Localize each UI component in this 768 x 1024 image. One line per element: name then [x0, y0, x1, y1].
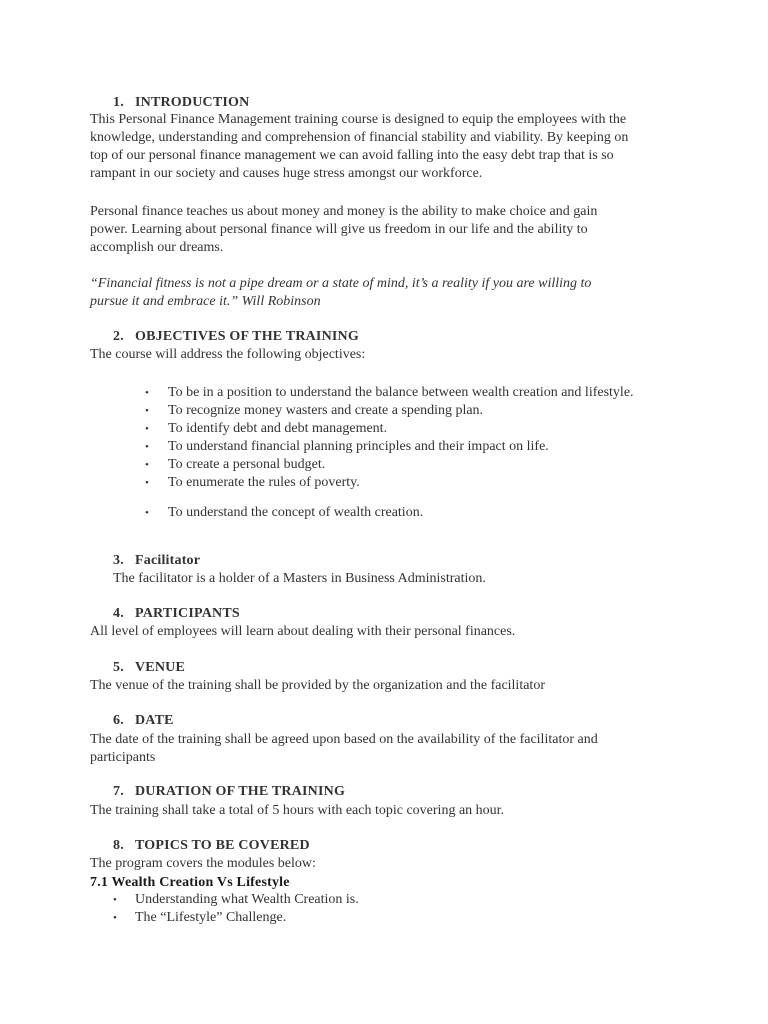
section-number: 1. — [113, 95, 124, 110]
section-title: OBJECTIVES OF THE TRAINING — [135, 329, 359, 344]
intro-paragraph-line: power. Learning about personal finance will give us freedom in our life and the ability to — [90, 222, 588, 237]
bullet-icon: • — [145, 477, 149, 489]
section-heading-date — [113, 712, 174, 730]
section-title: Facilitator — [135, 553, 201, 568]
quote-line: “Financial fitness is not a pipe dream or a state of mind, it’s a reality if you are willing to — [90, 276, 592, 291]
section-heading-objectives — [113, 328, 359, 346]
section-number: 2. — [113, 329, 124, 344]
objective-item: To recognize money wasters and create a spending plan. — [168, 403, 484, 418]
intro-paragraph-line: Personal finance teaches us about money and money is the ability to make choice and gain — [90, 204, 598, 219]
topic-item: Understanding what Wealth Creation is. — [135, 892, 359, 907]
objective-item: To understand financial planning principles and their impact on life. — [168, 439, 549, 454]
section-heading-duration — [113, 783, 345, 801]
section-heading-topics — [113, 837, 310, 855]
section-heading-introduction — [113, 94, 249, 112]
venue-text: The venue of the training shall be provided by the organization and the facilitator — [90, 678, 545, 693]
bullet-icon: • — [113, 912, 117, 924]
intro-paragraph-line: rampant in our society and causes huge stress amongst our workforce. — [90, 166, 483, 181]
topics-lead: The program covers the modules below: — [90, 856, 316, 871]
intro-paragraph-line: top of our personal finance management we can avoid falling into the easy debt trap that is so — [90, 148, 614, 163]
facilitator-text: The facilitator is a holder of a Masters in Business Administration. — [113, 571, 486, 586]
date-text-line: The date of the training shall be agreed upon based on the availability of the facilitator and — [90, 732, 598, 747]
objective-item: To create a personal budget. — [168, 457, 326, 472]
intro-paragraph-line: accomplish our dreams. — [90, 240, 224, 255]
section-number: 7. — [113, 784, 124, 799]
subsection-heading: 7.1 Wealth Creation Vs Lifestyle — [90, 875, 290, 890]
date-text-line: participants — [90, 750, 156, 765]
bullet-icon: • — [145, 405, 149, 417]
section-title: PARTICIPANTS — [135, 606, 240, 621]
bullet-icon: • — [145, 441, 149, 453]
section-heading-venue — [113, 659, 185, 677]
topic-item: The “Lifestyle” Challenge. — [135, 910, 287, 925]
bullet-icon: • — [145, 387, 149, 399]
bullet-icon: • — [145, 507, 149, 519]
section-title: DATE — [135, 713, 174, 728]
bullet-icon: • — [113, 894, 117, 906]
section-number: 4. — [113, 606, 124, 621]
section-number: 3. — [113, 553, 124, 568]
objectives-lead: The course will address the following objectives: — [90, 347, 366, 362]
section-number: 6. — [113, 713, 124, 728]
quote-line: pursue it and embrace it.” Will Robinson — [90, 294, 321, 309]
section-title: DURATION OF THE TRAINING — [135, 784, 346, 799]
objective-item: To enumerate the rules of poverty. — [168, 475, 360, 490]
objective-item: To identify debt and debt management. — [168, 421, 388, 436]
section-number: 8. — [113, 838, 124, 853]
section-title: VENUE — [135, 660, 186, 675]
intro-paragraph-line: knowledge, understanding and comprehension of financial stability and viability. By keeping on — [90, 130, 629, 145]
participants-text: All level of employees will learn about dealing with their personal finances. — [90, 624, 516, 639]
section-number: 5. — [113, 660, 124, 675]
section-title: TOPICS TO BE COVERED — [135, 838, 310, 853]
duration-text: The training shall take a total of 5 hours with each topic covering an hour. — [90, 803, 505, 818]
section-heading-participants — [113, 605, 240, 623]
objective-item: To be in a position to understand the balance between wealth creation and lifestyle. — [168, 385, 634, 400]
bullet-icon: • — [145, 459, 149, 471]
bullet-icon: • — [145, 423, 149, 435]
section-title: INTRODUCTION — [135, 95, 250, 110]
section-heading-facilitator — [113, 552, 200, 570]
objective-item: To understand the concept of wealth creation. — [168, 505, 424, 520]
intro-paragraph-line: This Personal Finance Management training course is designed to equip the employees with the — [90, 112, 627, 127]
